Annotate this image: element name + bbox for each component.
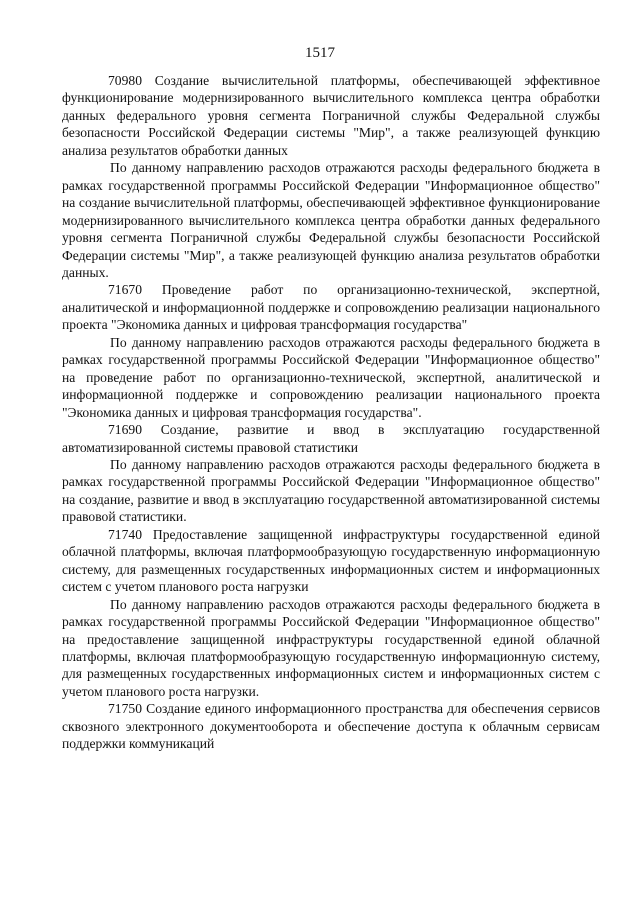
page-number: 1517 [305, 45, 335, 61]
expense-code-heading-71690: 71690 Создание, развитие и ввод в эксплуатацию государственной автоматизированной системы правовой статистики [62, 422, 600, 455]
expense-description-71670: По данному направлению расходов отражаются расходы федерального бюджета в рамках государственной программы Российской Федерации "Информационное общество" на проведение работ по организационно-технической, экспертной, аналитической и информационной поддержке и сопровождению реализации национального проекта "Экономика данных и цифровая трансформация государства". [62, 334, 600, 420]
expense-code-heading-71670: 71670 Проведение работ по организационно-технической, экспертной, аналитической и информационной поддержке и сопровождению реализации национального проекта "Экономика данных и цифровая трансформация государства" [62, 282, 600, 333]
expense-code-heading-71750: 71750 Создание единого информационного пространства для обеспечения сервисов сквозного электронного документооборота и обеспечение доступа к облачным сервисам поддержки коммуникаций [62, 701, 600, 752]
expense-description-71740: По данному направлению расходов отражаются расходы федерального бюджета в рамках государственной программы Российской Федерации "Информационное общество" на предоставление защищенной инфраструктуры государственной единой облачной платформы, включая платформообразующую государственную информационную систему, для размещенных государственных информационных систем и информационных систем с учетом планового роста нагрузки. [62, 596, 600, 699]
expense-code-heading-71740: 71740 Предоставление защищенной инфраструктуры государственной единой облачной платформы, включая платформообразующую государственную информационную систему, для размещенных государственных информационных систем и информационных систем с учетом планового роста нагрузки [62, 526, 600, 595]
expense-code-heading-70980: 70980 Создание вычислительной платформы, обеспечивающей эффективное функционирование модернизированного вычислительного комплекса центра обработки данных федерального уровня сегмента Пограничной службы Федеральной службы безопасности Российской Федерации системы "Мир", а также реализующей функцию анализа результатов обработки данных [62, 73, 600, 158]
document-body [62, 72, 600, 753]
expense-description-71690: По данному направлению расходов отражаются расходы федерального бюджета в рамках государственной программы Российской Федерации "Информационное общество" на создание, развитие и ввод в эксплуатацию государственной автоматизированной системы правовой статистики. [62, 456, 600, 525]
expense-description-70980: По данному направлению расходов отражаются расходы федерального бюджета в рамках государственной программы Российской Федерации "Информационное общество" на создание вычислительной платформы, обеспечивающей эффективное функционирование модернизированного вычислительного комплекса центра обработки данных федерального уровня сегмента Пограничной службы Федеральной службы безопасности Российской Федерации системы "Мир", а также реализующей функцию анализа результатов обработки данных. [62, 160, 600, 280]
